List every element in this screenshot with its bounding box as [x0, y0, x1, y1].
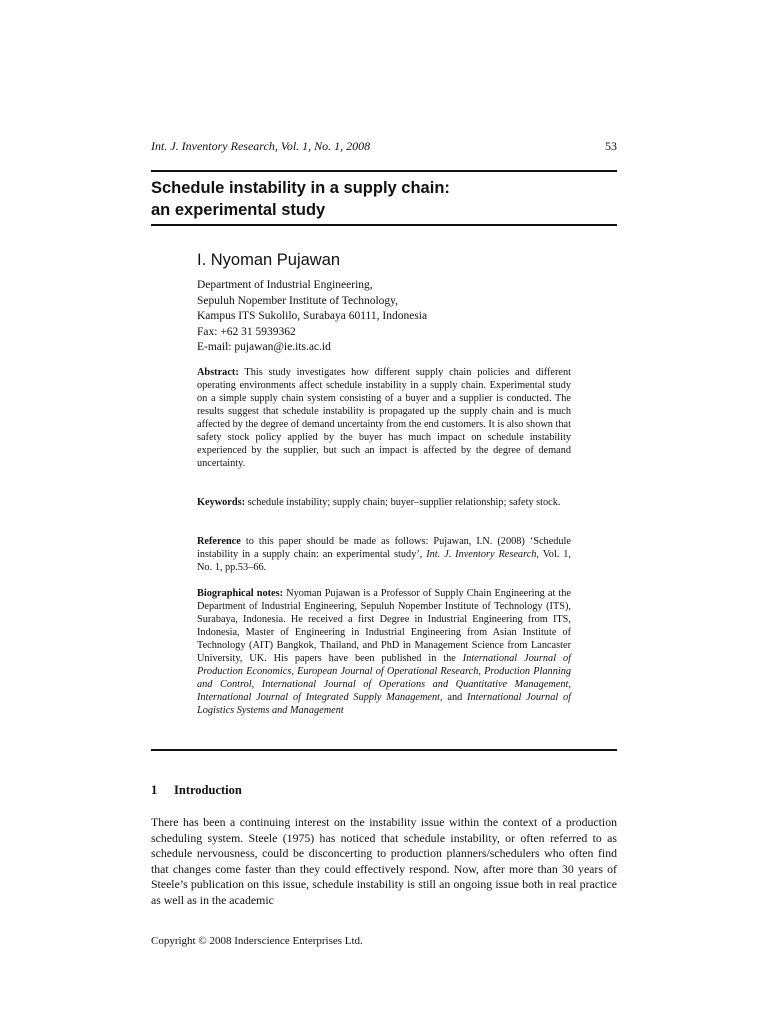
keywords-label: Keywords: — [197, 497, 246, 508]
title-rule-top — [151, 170, 617, 172]
keywords-text: schedule instability; supply chain; buyer–supplier relationship; safety stock. — [247, 497, 561, 508]
bio-text: Nyoman Pujawan is a Professor of Supply Chain Engineering at the Department of Industrial Engineering, Sepuluh Nopember Institute of Technology (ITS), Surabaya, Indonesia. He received a first Degree in Industrial Engineering from ITS, Indonesia, Master of Engineering in Industrial Engineering from Asian Institute of Technology (AIT) Bangkok, Thailand, and PhD in Management Science from Lancaster University, UK. His papers have been published in the — [197, 588, 571, 664]
bio-label: Biographical notes: — [197, 588, 284, 599]
copyright-notice: Copyright © 2008 Inderscience Enterprises Ltd. — [151, 935, 363, 947]
abstract-text: This study investigates how different supply chain policies and different operating environments affect schedule instability in a supply chain. Experimental study on a simple supply chain system consisting of a buyer and a supplier is conducted. The results suggest that schedule instability is propagated up the supply chain and is much affected by the degree of demand uncertainty from the end customers. It is also shown that safety stock policy applied by the buyer has much impact on schedule instability experienced by the supplier, but such an impact is affected by the degree of demand uncertainty. — [197, 367, 572, 469]
affiliation-fax: Fax: +62 31 5939362 — [197, 325, 296, 338]
bio-journals: International Journal of Production Economics, European Journal of Operational Research, Production Planning and Control, International Journal of Operations and Quantitative Management, International Journal of Integrated Supply Management, — [197, 653, 571, 703]
abstract — [197, 366, 571, 470]
reference — [197, 535, 571, 574]
reference-journal: Int. J. Inventory Research — [426, 549, 537, 560]
section-number: 1 — [151, 783, 158, 797]
reference-details: , Vol. 1, No. 1, pp.53–66. — [197, 549, 571, 573]
section-title: Introduction — [174, 783, 242, 797]
introduction-paragraph: There has been a continuing interest on the instability issue within the context of a production scheduling system. Steele (1975) has noticed that schedule instability, or often referred to as schedule nervousness, could be disconcerting to production planners/schedulers who often find that changes come faster than they could effectively respond. Now, after more than 30 years of Steele’s publication on this issue, schedule instability is still an ongoing issue both in real practice as well as in the academic — [151, 815, 617, 907]
affiliation-line: Kampus ITS Sukolilo, Surabaya 60111, Indonesia — [197, 310, 428, 322]
page-number: 53 — [605, 139, 617, 153]
running-head: Int. J. Inventory Research, Vol. 1, No. 1, 2008 — [151, 139, 371, 153]
title-line-2: an experimental study — [151, 201, 326, 219]
reference-label: Reference — [197, 536, 241, 547]
biographical-notes — [197, 587, 571, 717]
reference-text: to this paper should be made as follows: Pujawan, I.N. (2008) ‘Schedule instability in a supply chain: an experimental study’, — [197, 536, 571, 560]
abstract-label: Abstract: — [197, 367, 239, 378]
bio-and: and — [447, 692, 463, 703]
keywords — [197, 496, 571, 509]
title-line-1: Schedule instability in a supply chain: — [151, 179, 450, 197]
bio-last-journal: International Journal of Logistics Systems and Management — [197, 692, 572, 716]
abstract-rule-bottom — [151, 749, 617, 751]
affiliation-line: Department of Industrial Engineering, — [197, 279, 373, 291]
affiliation-email: E-mail: pujawan@ie.its.ac.id — [197, 341, 331, 353]
title-rule-bottom — [151, 224, 617, 226]
author-affiliation — [197, 278, 617, 356]
section-heading — [151, 783, 617, 798]
author-name: I. Nyoman Pujawan — [197, 251, 341, 269]
affiliation-line: Sepuluh Nopember Institute of Technology, — [197, 294, 399, 307]
paper-title — [151, 177, 617, 221]
